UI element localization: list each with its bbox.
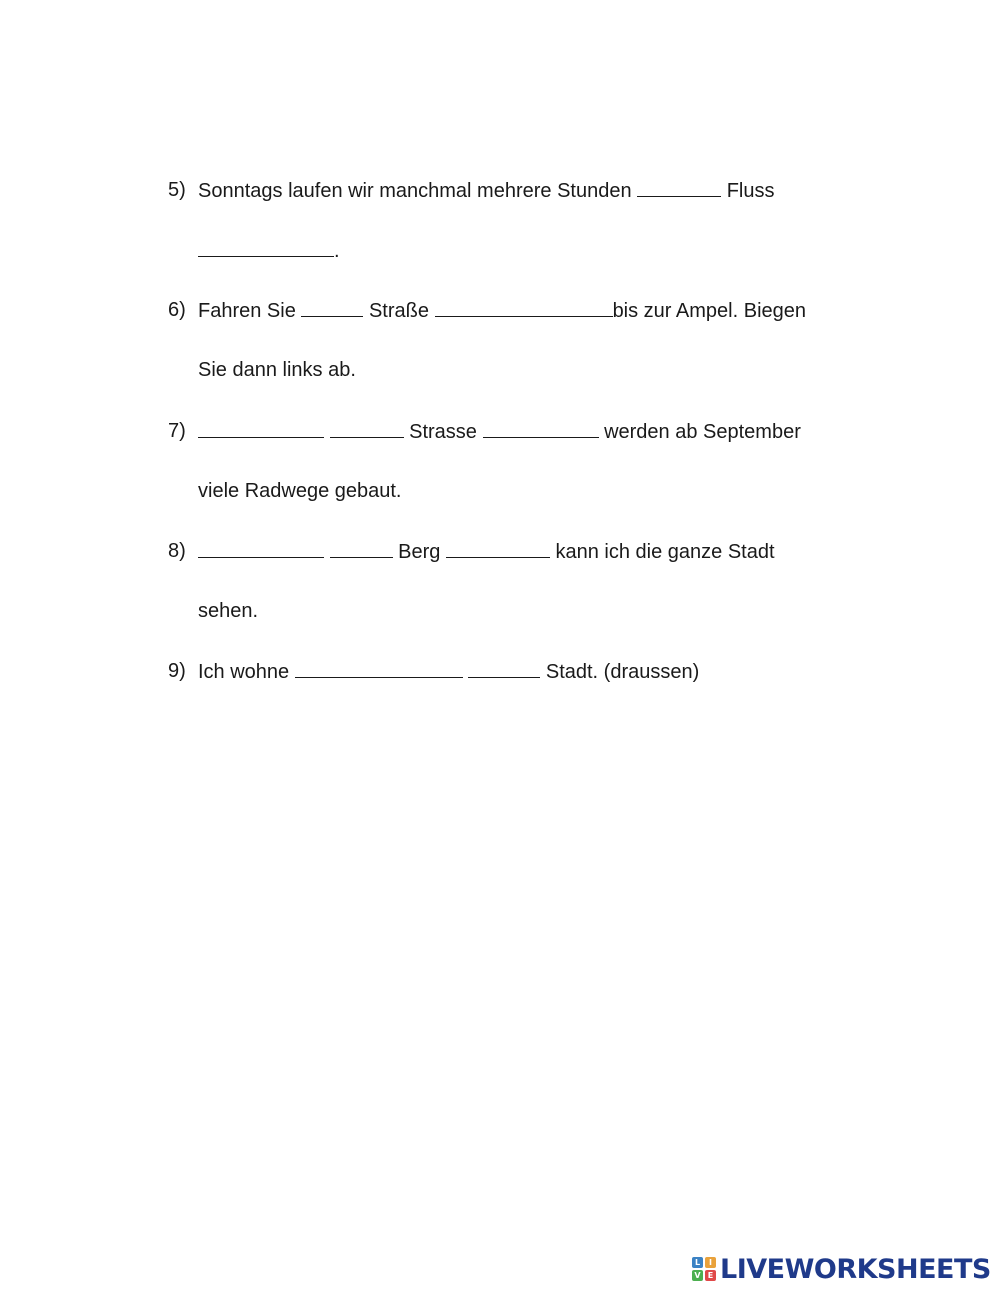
exercise-text-part: Ich wohne xyxy=(198,661,290,683)
exercise-text-part: Sonntags laufen wir manchmal mehrere Stunden xyxy=(198,180,632,202)
exercise-text-part: Fluss xyxy=(726,180,775,202)
exercise-text xyxy=(198,419,801,444)
exercise-number: 7) xyxy=(168,420,186,442)
exercise-text-part: Fahren Sie xyxy=(198,300,296,322)
answer-blank[interactable] xyxy=(198,539,324,558)
answer-blank[interactable] xyxy=(468,659,540,678)
exercise-text-part: sehen. xyxy=(198,600,259,622)
exercise-text-part: viele Radwege gebaut. xyxy=(198,480,402,502)
exercise-text xyxy=(198,178,775,203)
exercise-text-part: Strasse xyxy=(409,421,477,443)
exercise-number: 5) xyxy=(168,179,186,201)
exercise-text xyxy=(198,659,699,684)
answer-blank[interactable] xyxy=(301,298,363,317)
exercise-text-part: Sie dann links ab. xyxy=(198,359,356,381)
logo-mark-icon xyxy=(692,1257,716,1281)
answer-blank[interactable] xyxy=(330,419,404,438)
logo-mark-tile: L xyxy=(692,1257,703,1268)
exercise-text-part: Straße xyxy=(368,300,429,322)
exercise-number: 6) xyxy=(168,299,186,321)
exercise-text xyxy=(198,238,340,263)
exercise-text-part: werden ab September xyxy=(604,421,801,443)
logo-mark-tile: V xyxy=(692,1270,703,1281)
logo-text: LIVEWORKSHEETS xyxy=(720,1253,991,1285)
answer-blank[interactable] xyxy=(198,419,324,438)
answer-blank[interactable] xyxy=(637,178,721,197)
logo-mark-tile: E xyxy=(705,1270,716,1281)
answer-blank[interactable] xyxy=(295,659,463,678)
answer-blank[interactable] xyxy=(198,238,334,257)
exercise-text-part: Stadt. (draussen) xyxy=(545,661,700,683)
answer-blank[interactable] xyxy=(435,298,613,317)
liveworksheets-logo xyxy=(692,1254,991,1284)
exercise-text-part: kann ich die ganze Stadt xyxy=(555,541,775,563)
exercise-text xyxy=(198,298,806,323)
exercise-number: 9) xyxy=(168,660,186,682)
exercise-text xyxy=(198,539,775,564)
exercise-number: 8) xyxy=(168,540,186,562)
logo-mark-tile: I xyxy=(705,1257,716,1268)
exercise-text-part: bis zur Ampel. Biegen xyxy=(612,300,806,322)
answer-blank[interactable] xyxy=(483,419,599,438)
answer-blank[interactable] xyxy=(446,539,550,558)
exercise-text-part: . xyxy=(334,240,340,262)
exercise-text-part: Berg xyxy=(398,541,441,563)
answer-blank[interactable] xyxy=(330,539,393,558)
